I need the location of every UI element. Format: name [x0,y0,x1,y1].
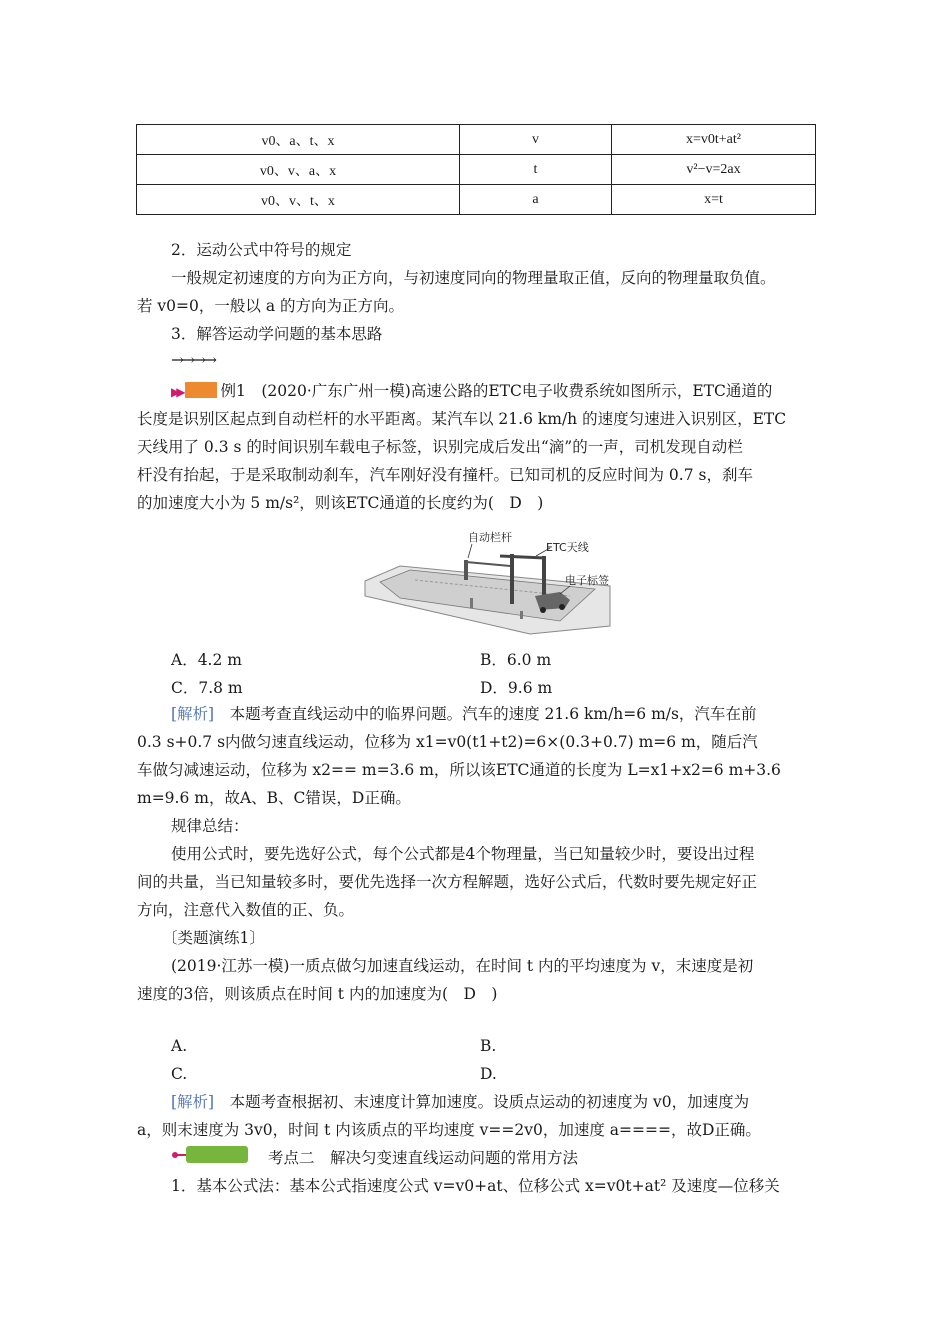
etc-diagram-image [360,526,622,638]
double-arrow-icon: ▶▶ [171,385,182,399]
section-heading: 3．解答运动学问题的基本思路 [171,325,383,343]
section-tag [186,1146,248,1163]
table-cell: v0、v、a、x [137,155,460,185]
analysis-line [171,704,756,724]
practice-label: 〔类题演练1〕 [162,929,265,947]
paragraph-line: 杆没有抬起，于是采取制动刹车，汽车刚好没有撞杆。已知司机的反应时间为 0.7 s，刹车 [137,466,753,484]
paragraph-line: a，则末速度为 3v0，时间 t 内该质点的平均速度 v==2v0，加速度 a====，故D正确。 [137,1121,761,1139]
paragraph-line: 车做匀减速运动，位移为 x2== m=3.6 m，所以该ETC通道的长度为 L=x1+x2=6 m+3.6 [137,761,781,779]
paragraph-line: 天线用了 0.3 s 的时间识别车载电子标签，识别完成后发出“滴”的一声，司机发现自动栏 [137,438,743,456]
table-row [137,155,816,185]
table-cell: v²−v=2ax [612,155,816,185]
paragraph-line: 0.3 s+0.7 s内做匀速直线运动，位移为 x1=v0(t1+t2)=6×(0.3+0.7) m=6 m，随后汽 [137,733,758,751]
table-cell: v0、v、t、x [137,185,460,215]
option-b: B．6.0 m [480,651,552,669]
analysis-text: 本题考查根据初、末速度计算加速度。设质点运动的初速度为 v0，加速度为 [229,1093,750,1111]
label-tag: 电子标签 [565,574,609,587]
option-d: D．9.6 m [480,679,553,697]
example-tag [185,382,217,398]
label-antenna: ETC天线 [546,541,589,554]
analysis-text: 本题考查直线运动中的临界问题。汽车的速度 21.6 km/h=6 m/s，汽车在前 [229,705,757,723]
section-heading: 规律总结： [171,817,249,835]
table-cell: v0、a、t、x [137,125,460,155]
option-a: A．4.2 m [171,651,242,669]
paragraph-line: 长度是识别区起点到自动栏杆的水平距离。某汽车以 21.6 km/h 的速度匀速进入识别区，ETC [137,410,787,428]
paragraph-line: 1．基本公式法：基本公式指速度公式 v=v0+at、位移公式 x=v0t+at² 及速度—位移关 [171,1177,780,1195]
paragraph-line: 速度的3倍，则该质点在时间 t 内的加速度为( D ) [137,985,498,1003]
table-row [137,185,816,215]
example-label: 例1 [220,382,246,400]
table-row [137,125,816,155]
option-d: D. [480,1065,497,1083]
option-a: A. [171,1037,188,1055]
example-text: (2020·广东广州一模)高速公路的ETC电子收费系统如图所示，ETC通道的 [261,382,773,400]
table-cell: a [460,185,612,215]
formula-table [136,124,816,215]
analysis-label: [解析] [171,705,215,723]
analysis-label: [解析] [171,1093,215,1111]
example-line [171,381,772,402]
etc-figure [360,526,622,638]
table-cell: v [460,125,612,155]
paragraph-line: m=9.6 m，故A、B、C错误，D正确。 [137,789,411,807]
section-heading: 2．运动公式中符号的规定 [171,241,352,259]
option-c: C. [171,1065,188,1083]
flow-arrows: →→→→ [171,351,215,369]
table-cell: t [460,155,612,185]
paragraph-line: 若 v0=0，一般以 a 的方向为正方向。 [137,297,404,315]
option-b: B. [480,1037,497,1055]
section-title: 考点二 解决匀变速直线运动问题的常用方法 [268,1149,579,1167]
analysis-line [171,1092,749,1112]
table-cell: x=t [612,185,816,215]
table-cell: x=v0t+at² [612,125,816,155]
paragraph-line: 的加速度大小为 5 m/s²，则该ETC通道的长度约为( D ) [137,494,544,512]
paragraph-line: 间的共量，当已知量较多时，要优先选择一次方程解题，选好公式后，代数时要先规定好正 [137,873,758,891]
label-barrier: 自动栏杆 [468,531,512,544]
paragraph-line: 方向，注意代入数值的正、负。 [137,901,355,919]
paragraph-line: 使用公式时，要先选好公式，每个公式都是4个物理量，当已知量较少时，要设出过程 [171,845,755,863]
option-c: C．7.8 m [171,679,243,697]
paragraph-line: 一般规定初速度的方向为正方向，与初速度同向的物理量取正值，反向的物理量取负值。 [171,269,776,287]
paragraph-line: (2019·江苏一模)一质点做匀加速直线运动，在时间 t 内的平均速度为 v，末速度是初 [171,957,754,975]
